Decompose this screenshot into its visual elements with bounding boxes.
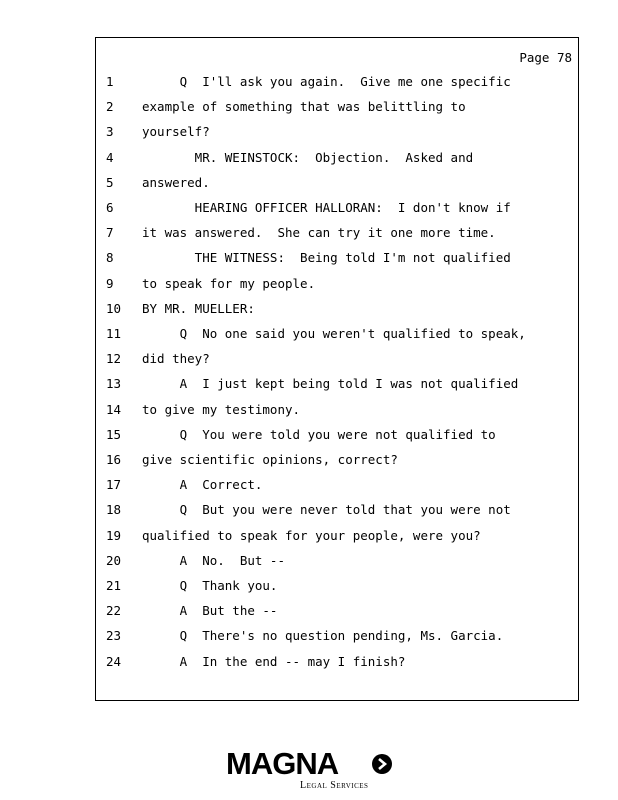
line-text: A Correct. <box>142 477 263 493</box>
line-number: 11 <box>106 326 122 341</box>
line-number: 21 <box>106 578 122 593</box>
line-number: 3 <box>106 124 114 140</box>
transcript-line <box>96 225 576 241</box>
transcript-line <box>96 502 576 518</box>
page-number: Page 78 <box>519 50 572 65</box>
arrow-circle-icon <box>372 754 392 774</box>
line-text: BY MR. MUELLER: <box>142 300 255 316</box>
transcript-line <box>96 351 576 367</box>
transcript-line <box>96 376 576 392</box>
line-number: 17 <box>106 477 122 493</box>
transcript-line <box>96 276 576 292</box>
line-number: 1 <box>106 74 114 89</box>
transcript-line <box>96 553 576 569</box>
line-text: qualified to speak for your people, were you? <box>142 527 481 543</box>
line-text: HEARING OFFICER HALLORAN: I don't know if <box>142 200 511 215</box>
transcript-line <box>96 654 576 670</box>
line-text: did they? <box>142 351 210 367</box>
transcript-page <box>95 37 579 701</box>
line-number: 19 <box>106 527 122 543</box>
line-number: 15 <box>106 426 122 442</box>
line-number: 24 <box>106 653 122 669</box>
transcript-line <box>96 603 576 619</box>
line-text: Q There's no question pending, Ms. Garcia. <box>142 628 504 644</box>
transcript-line <box>96 250 576 266</box>
line-number: 8 <box>106 250 114 266</box>
line-text: MR. WEINSTOCK: Objection. Asked and <box>142 149 474 165</box>
line-text: Q Thank you. <box>142 578 278 593</box>
line-text: A No. But -- <box>142 552 285 568</box>
line-text: Q No one said you weren't qualified to speak, <box>142 326 526 341</box>
line-number: 2 <box>106 99 114 115</box>
line-number: 13 <box>106 376 122 392</box>
line-text: to give my testimony. <box>142 401 301 417</box>
line-number: 9 <box>106 275 114 291</box>
line-number: 5 <box>106 174 114 190</box>
line-number: 22 <box>106 603 122 619</box>
transcript-line <box>96 74 576 90</box>
line-number: 18 <box>106 502 122 518</box>
line-text: Q You were told you were not qualified to <box>142 426 496 442</box>
line-text: yourself? <box>142 124 210 140</box>
line-text: A I just kept being told I was not qualified <box>142 376 519 392</box>
transcript-line <box>96 427 576 443</box>
line-number: 14 <box>106 401 122 417</box>
transcript-line <box>96 452 576 468</box>
logo-wordmark: MAGNA <box>226 746 339 781</box>
line-text: answered. <box>142 174 210 190</box>
transcript-line <box>96 301 576 317</box>
line-number: 20 <box>106 552 122 568</box>
line-number: 6 <box>106 200 114 215</box>
line-text: A But the -- <box>142 603 278 619</box>
transcript-line <box>96 124 576 140</box>
magna-logo <box>226 747 396 793</box>
transcript-line <box>96 578 576 594</box>
line-text: Q I'll ask you again. Give me one specific <box>142 74 511 89</box>
transcript-line <box>96 477 576 493</box>
line-text: give scientific opinions, correct? <box>142 452 398 467</box>
line-text: THE WITNESS: Being told I'm not qualified <box>142 250 511 266</box>
line-text: A In the end -- may I finish? <box>142 653 406 669</box>
transcript-line <box>96 528 576 544</box>
transcript-line <box>96 628 576 644</box>
line-text: Q But you were never told that you were not <box>142 502 511 518</box>
transcript-line <box>96 402 576 418</box>
line-text: example of something that was belittling to <box>142 99 466 115</box>
line-number: 4 <box>106 149 114 165</box>
transcript-line <box>96 326 576 342</box>
line-number: 10 <box>106 300 122 316</box>
transcript-line <box>96 150 576 166</box>
logo-subtitle: Legal Services <box>300 780 369 791</box>
line-number: 12 <box>106 351 122 367</box>
line-number: 16 <box>106 452 122 467</box>
line-text: to speak for my people. <box>142 275 316 291</box>
transcript-line <box>96 175 576 191</box>
transcript-line <box>96 200 576 216</box>
line-text: it was answered. She can try it one more time. <box>142 225 496 241</box>
transcript-line <box>96 99 576 115</box>
line-number: 23 <box>106 628 122 644</box>
line-number: 7 <box>106 225 114 241</box>
